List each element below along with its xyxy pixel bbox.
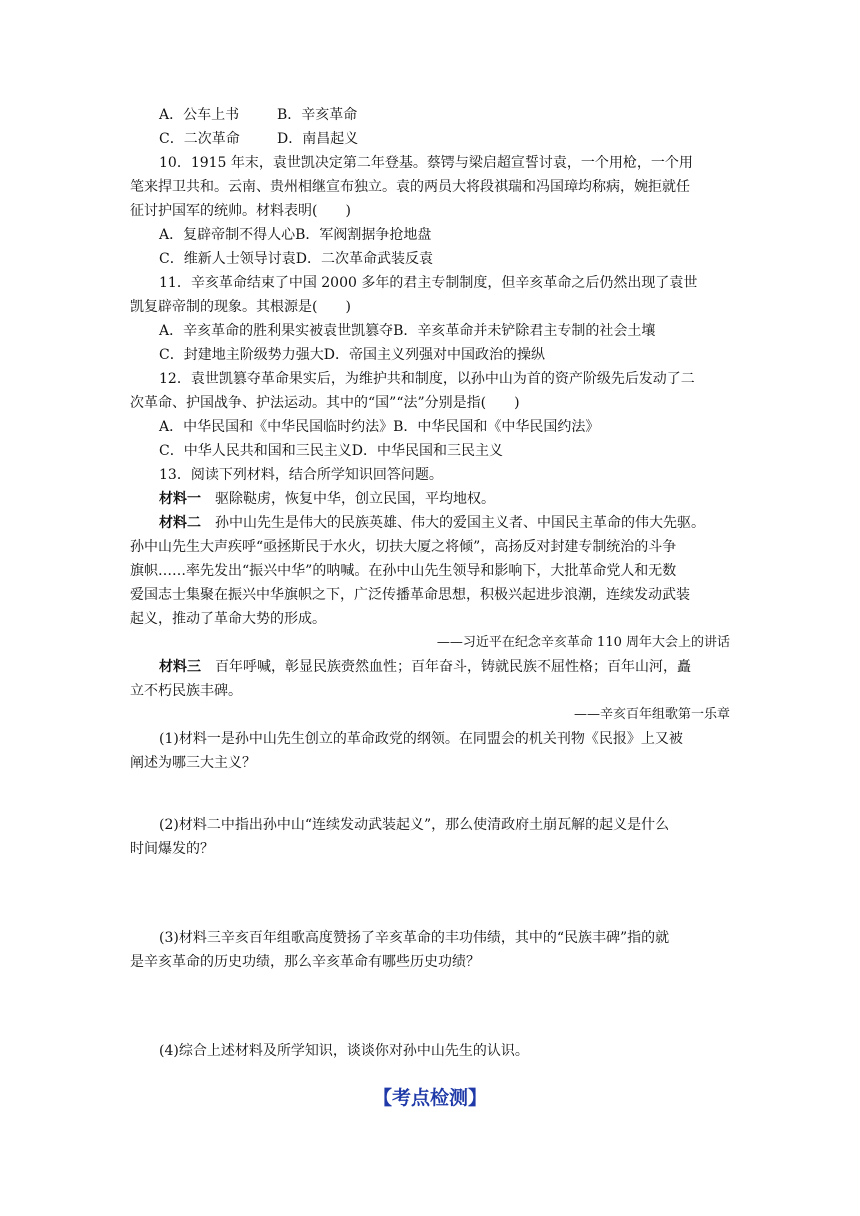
material-1-text: 驱除鞑虏，恢复中华，创立民国，平均地权。 [215,491,495,507]
q9-option-c: C．二次革命 [159,131,240,147]
q12-line2: 次革命、护国战争、护法运动。其中的“国”“法”分别是指( ) [130,395,520,411]
material-3-source: ——辛亥百年组歌第一乐章 [573,707,730,722]
sub-question-2-line2: 时间爆发的？ [130,841,214,857]
q9-options-row2 [159,127,730,151]
material-2-label: 材料二 [159,515,201,531]
sub-question-3-line1: (3)材料三辛亥百年组歌高度赞扬了辛亥革命的丰功伟绩，其中的“民族丰碑”指的就 [159,930,670,946]
material-2-line2: 孙中山先生大声疾呼“亟拯斯民于水火，切扶大厦之将倾”，高扬反对封建专制统治的斗争 [130,539,677,555]
q12-option-a: A．中华民国和《中华民国临时约法》 [159,419,394,435]
q11-line1: 11．辛亥革命结束了中国 2000 多年的君主专制制度，但辛亥革命之后仍然出现了袁世 [159,275,698,291]
material-1-label: 材料一 [159,491,201,507]
q9-option-d: D．南昌起义 [277,131,359,147]
sub-question-1-line1: (1)材料一是孙中山先生创立的革命政党的纲领。在同盟会的机关刊物《民报》上又被 [159,731,683,747]
sub-question-2-line1: (2)材料二中指出孙中山“连续发动武装起义”，那么使清政府土崩瓦解的起义是什么 [159,817,670,833]
q10-line2: 笔来捍卫共和。云南、贵州相继宣布独立。袁的两员大将段祺瑞和冯国璋均称病，婉拒就任 [130,179,690,195]
q11-line2: 凯复辟帝制的现象。其根源是( ) [130,299,351,315]
q12-option-d: D．中华民国和三民主义 [351,443,503,459]
q11-option-b: B．辛亥革命并未铲除君主专制的社会土壤 [393,323,656,339]
q10-option-b: B．军阀割据争抢地盘 [295,227,432,243]
q10-options-row2 [159,247,730,271]
material-2-line5: 起义，推动了革命大势的形成。 [130,611,326,627]
material-2-first [159,511,730,535]
material-3-text-first: 百年呼喊，彰显民族赍然血性；百年奋斗，铸就民族不屈性格；百年山河，矗 [215,659,691,675]
q9-option-a: A．公车上书 [159,107,240,123]
q12-option-b: B．中华民国和《中华民国约法》 [393,419,600,435]
q9-option-b: B．辛亥革命 [277,107,358,123]
sub-question-4: (4)综合上述材料及所学知识，谈谈你对孙中山先生的认识。 [159,1043,529,1059]
q12-option-c: C．中华人民共和国和三民主义 [159,443,352,459]
section-heading: 【考点检测】 [372,1087,487,1109]
material-2-line3: 旗帜……率先发出“振兴中华”的呐喊。在孙中山先生领导和影响下，大批革命党人和无数 [130,563,677,579]
sub-question-1-line2: 阐述为哪三大主义？ [130,755,256,771]
q11-option-a: A．辛亥革命的胜利果实被袁世凯篡夺 [159,323,394,339]
q10-line3: 征讨护国军的统帅。材料表明( ) [130,203,351,219]
material-3-label: 材料三 [159,659,201,675]
q12-options-row1 [159,415,730,439]
material-2-line4: 爱国志士集聚在振兴中华旗帜之下，广泛传播革命思想，积极兴起进步浪潮，连续发动武装 [130,587,690,603]
material-1 [159,487,730,511]
q10-options-row1 [159,223,730,247]
material-3-line2: 立不朽民族丰碑。 [130,683,242,699]
q10-line1: 10．1915 年末，袁世凯决定第二年登基。蔡锷与梁启超宣誓讨袁，一个用枪，一个用 [159,155,693,171]
q11-option-c: C．封建地主阶级势力强大 [159,347,324,363]
material-2-source: ——习近平在纪念辛亥革命 110 周年大会上的讲话 [436,635,730,650]
q10-option-d: D．二次革命武装反袁 [295,251,433,267]
q11-options-row1 [159,319,730,343]
material-3-first [159,655,730,679]
q13-intro: 13．阅读下列材料，结合所学知识回答问题。 [159,467,443,483]
material-2-text-first: 孙中山先生是伟大的民族英雄、伟大的爱国主义者、中国民主革命的伟大先驱。 [215,515,705,531]
sub-question-3-line2: 是辛亥革命的历史功绩，那么辛亥革命有哪些历史功绩？ [130,954,480,970]
q10-option-c: C．维新人士领导讨袁 [159,251,296,267]
q10-option-a: A．复辟帝制不得人心 [159,227,296,243]
q9-options-row1 [159,103,730,127]
q12-line1: 12．袁世凯篡夺革命果实后，为维护共和制度，以孙中山为首的资产阶级先后发动了二 [159,371,695,387]
q11-options-row2 [159,343,730,367]
q11-option-d: D．帝国主义列强对中国政治的操纵 [323,347,545,363]
q12-options-row2 [159,439,730,463]
